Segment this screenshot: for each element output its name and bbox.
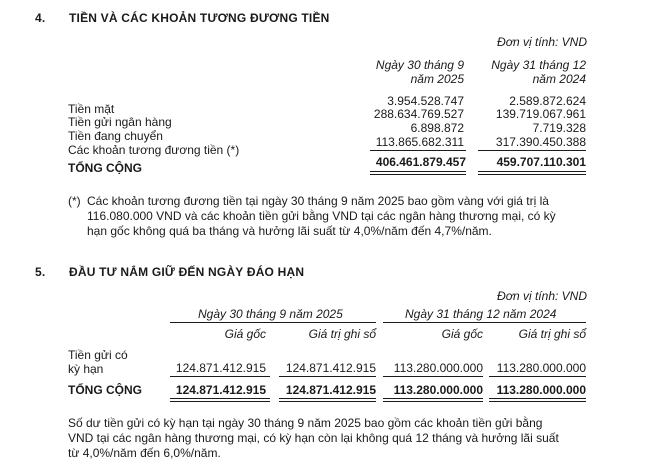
table-row-label: kỳ hạn [68, 362, 104, 376]
subtotal-rule [489, 376, 586, 377]
subtotal-rule [370, 150, 466, 151]
section4-total-label: TỔNG CỘNG [68, 161, 142, 175]
section5-title: ĐẦU TƯ NẮM GIỮ ĐẾN NGÀY ĐÁO HẠN [69, 265, 305, 279]
section5-total-v4: 113.280.000.000 [496, 383, 586, 397]
note-line: Số dư tiền gửi có kỳ hạn tại ngày 30 tháng 9 năm 2025 bao gồm các khoản tiền gửi bằng [68, 416, 543, 430]
group1-rule [170, 322, 376, 323]
total-double-rule [279, 398, 376, 402]
sub-header-book: Giá trị ghi sổ [518, 327, 586, 341]
subtotal-rule [279, 376, 376, 377]
table-cell: 124.871.412.915 [285, 361, 376, 375]
table-row-label: Tiền đang chuyển [68, 129, 163, 143]
sub-header-book: Giá trị ghi sổ [308, 327, 376, 341]
table-cell: 124.871.412.915 [175, 361, 266, 375]
note-line: từ 4,0%/năm đến 6,0%/năm. [68, 446, 221, 460]
note-line: hạn gốc không quá ba tháng và hưởng lãi suất từ 4,0%/năm đến 4,7%/năm. [87, 224, 492, 238]
note-line: VND tại các ngân hàng thương mại, có kỳ hạn còn lại không quá 12 tháng và hưởng lãi suất [68, 431, 559, 445]
total-double-rule [383, 398, 483, 402]
table-row-label: Tiền gửi có [68, 348, 128, 362]
table-cell: 2.589.872.624 [509, 94, 586, 108]
table-row-label: Các khoản tương đương tiền (*) [68, 143, 240, 157]
table-cell: 139.719.067.961 [495, 107, 586, 121]
section4-col1-header-line2: năm 2025 [410, 72, 464, 86]
group2-rule [383, 322, 586, 323]
section5-note [68, 416, 559, 461]
section4-col2-header-line2: năm 2024 [532, 72, 586, 86]
section5-total-v2: 124.871.412.915 [285, 383, 376, 397]
table-row-label: Tiền gửi ngân hàng [68, 115, 172, 129]
section5-total-v1: 124.871.412.915 [175, 383, 266, 397]
section4-total-v2: 459.707.110.301 [496, 155, 586, 169]
table-cell: 317.390.450.388 [495, 135, 586, 149]
table-cell: 113.865.682.311 [375, 135, 464, 149]
table-row-label: Tiền mặt [68, 102, 115, 116]
section5-total-label: TỔNG CỘNG [68, 383, 142, 397]
section5-unit: Đơn vị tính: VND [497, 289, 587, 303]
section4-col1-header-line1: Ngày 30 tháng 9 [375, 58, 464, 72]
section4-number: 4. [35, 11, 46, 25]
table-cell: 113.280.000.000 [496, 361, 586, 375]
table-cell: 3.954.528.747 [387, 94, 464, 108]
section5-group1-header: Ngày 30 tháng 9 năm 2025 [198, 307, 343, 321]
total-double-rule [489, 398, 586, 402]
total-double-rule [170, 398, 270, 402]
section5-total-v3: 113.280.000.000 [393, 383, 483, 397]
total-double-rule [370, 171, 466, 175]
note-line: Các khoản tương đương tiền tại ngày 30 tháng 9 năm 2025 bao gồm vàng với giá trị là [87, 194, 549, 208]
sub-header-cost: Giá gốc [224, 327, 266, 341]
subtotal-rule [383, 376, 483, 377]
section4-note [87, 194, 556, 239]
table-cell: 7.719.328 [532, 121, 586, 135]
note-line: 116.080.000 VND và các khoản tiền gửi bằng VND tại các ngân hàng thương mại, có kỳ [87, 209, 556, 223]
sub-header-cost: Giá gốc [441, 327, 483, 341]
section4-total-v1: 406.461.879.457 [375, 155, 466, 169]
section4-col2-header-line1: Ngày 31 tháng 12 [491, 58, 586, 72]
subtotal-rule [478, 150, 586, 151]
section5-number: 5. [35, 265, 46, 279]
subtotal-rule [170, 376, 270, 377]
table-cell: 113.280.000.000 [393, 361, 483, 375]
section4-title: TIỀN VÀ CÁC KHOẢN TƯƠNG ĐƯƠNG TIỀN [69, 11, 330, 25]
table-cell: 288.634.769.527 [373, 107, 464, 121]
section4-unit: Đơn vị tính: VND [497, 35, 587, 49]
section4-note-marker: (*) [68, 194, 81, 208]
section5-group2-header: Ngày 31 tháng 12 năm 2024 [405, 307, 557, 321]
total-double-rule [478, 171, 586, 175]
table-cell: 6.898.872 [410, 121, 464, 135]
